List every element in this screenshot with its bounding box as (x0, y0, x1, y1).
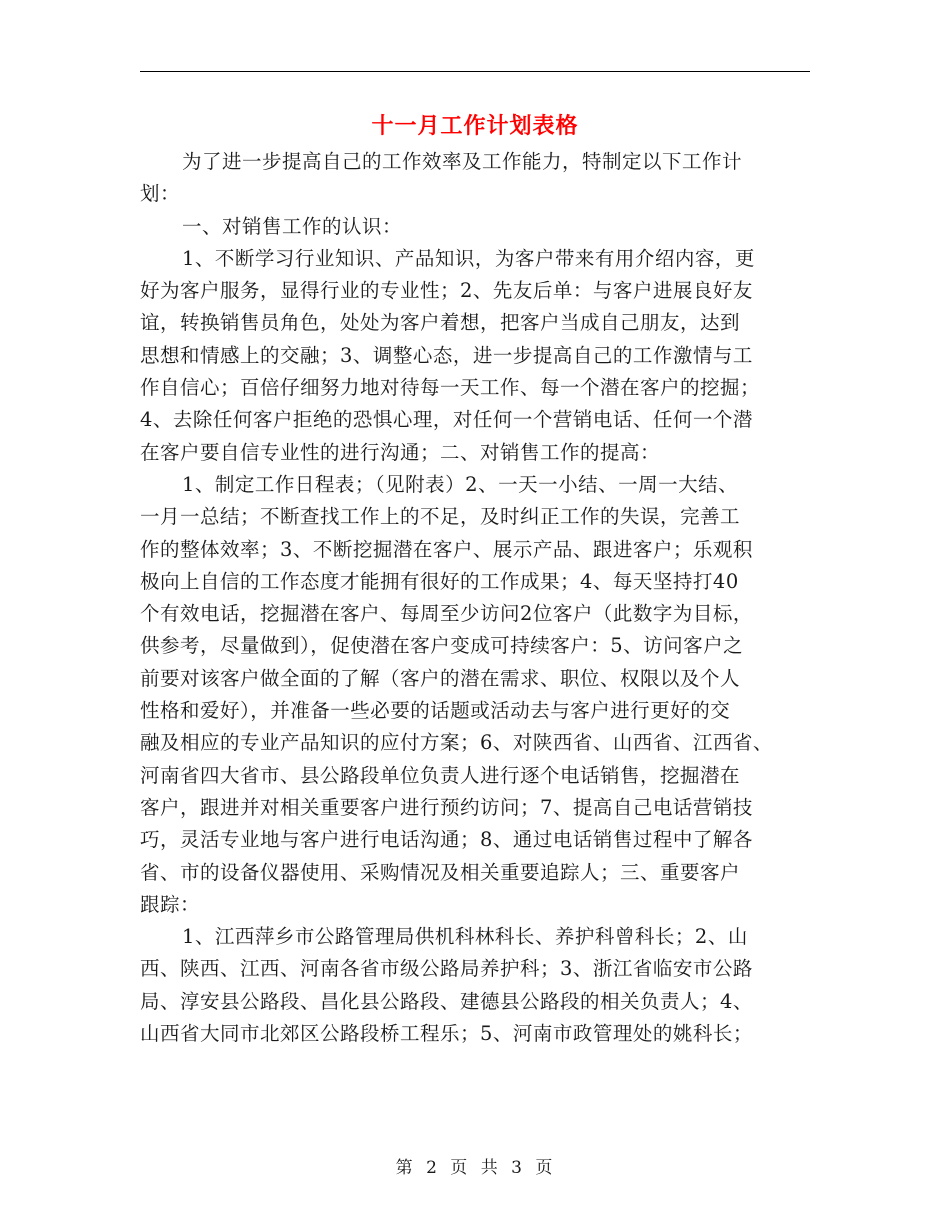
body-line: 思想和情感上的交融；3、调整心态，进一步提高自己的工作激情与工 (140, 343, 753, 367)
body-line: 性格和爱好），并准备一些必要的话题或活动去与客户进行更好的交 (140, 699, 731, 723)
body-line: 一月一总结；不断查找工作上的不足，及时纠正工作的失误，完善工 (140, 505, 741, 529)
body-line: 在客户要自信专业性的进行沟通；二、对销售工作的提高： (140, 440, 661, 464)
body-line: 融及相应的专业产品知识的应付方案；6、对陕西省、山西省、江西省、 (140, 731, 773, 755)
body-line: 作的整体效率；3、不断挖掘潜在客户、展示产品、跟进客户；乐观积 (140, 537, 753, 561)
body-line: 极向上自信的工作态度才能拥有很好的工作成果；4、每天坚持打40 (140, 569, 739, 593)
body-line: 省、市的设备仪器使用、采购情况及相关重要追踪人；三、重要客户 (140, 860, 741, 884)
body-line: 河南省四大省市、县公路段单位负责人进行逐个电话销售，挖掘潜在 (140, 763, 741, 787)
body-line: 前要对该客户做全面的了解（客户的潜在需求、职位、权限以及个人 (140, 666, 741, 690)
body-line: 一、对销售工作的认识： (182, 214, 403, 238)
document-body (140, 146, 820, 1050)
body-line: 客户，跟进并对相关重要客户进行预约访问；7、提高自己电话营销技 (140, 795, 753, 819)
body-line: 谊，转换销售员角色，处处为客户着想，把客户当成自己朋友，达到 (140, 311, 741, 335)
body-line: 供参考，尽量做到），促使潜在客户变成可持续客户：5、访问客户之 (140, 634, 744, 658)
body-line: 1、不断学习行业知识、产品知识，为客户带来有用介绍内容，更 (182, 246, 755, 270)
body-line: 局、淳安县公路段、昌化县公路段、建德县公路段的相关负责人；4、 (140, 989, 753, 1013)
body-line: 跟踪： (140, 892, 201, 916)
body-line: 好为客户服务，显得行业的专业性；2、先友后单：与客户进展良好友 (140, 279, 753, 303)
body-line: 4、去除任何客户拒绝的恐惧心理，对任何一个营销电话、任何一个潜 (140, 408, 753, 432)
body-line: 山西省大同市北郊区公路段桥工程乐；5、河南市政管理处的姚科长； (140, 1022, 753, 1046)
page-footer: 第 2 页 共 3 页 (395, 1158, 555, 1178)
body-line: 1、江西萍乡市公路管理局供机科林科长、养护科曾科长；2、山 (182, 925, 748, 949)
body-line: 西、陕西、江西、河南各省市级公路局养护科；3、浙江省临安市公路 (140, 957, 753, 981)
header-rule (140, 71, 810, 72)
body-line: 作自信心；百倍仔细努力地对待每一天工作、每一个潜在客户的挖掘； (140, 376, 761, 400)
body-line: 巧，灵活专业地与客户进行电话沟通；8、通过电话销售过程中了解各 (140, 828, 753, 852)
body-line: 1、制定工作日程表；（见附表）2、一天一小结、一周一大结、 (182, 472, 739, 496)
body-line: 个有效电话，挖掘潜在客户、每周至少访问2位客户（此数字为目标， (140, 602, 753, 626)
document-title: 十一月工作计划表格 (371, 113, 579, 139)
body-line: 为了进一步提高自己的工作效率及工作能力，特制定以下工作计 (182, 150, 743, 173)
body-line: 划： (140, 182, 181, 206)
